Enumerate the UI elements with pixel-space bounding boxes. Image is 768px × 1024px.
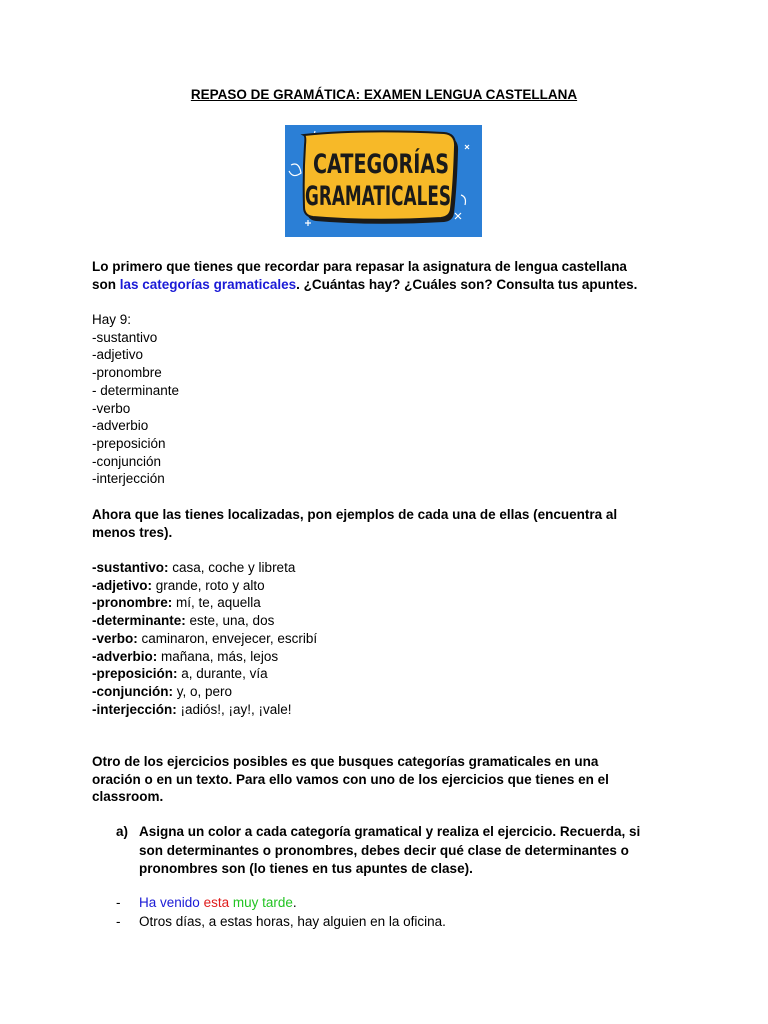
task-a-text	[139, 823, 674, 879]
intro-text-start: son	[92, 276, 120, 292]
example-label: -verbo:	[92, 630, 138, 646]
category-item: -conjunción	[92, 453, 162, 469]
category-item: -adjetivo	[92, 347, 144, 363]
example-label: -adjetivo:	[92, 577, 153, 593]
sentence-adverb: muy tarde	[232, 895, 293, 910]
example-label: -interjección:	[92, 701, 177, 717]
intro-paragraph	[92, 258, 682, 293]
example-value: a, durante, vía	[177, 666, 268, 682]
document-title: REPASO DE GRAMÁTICA: EXAMEN LENGUA CASTELLANA	[190, 87, 578, 102]
category-item: -verbo	[92, 400, 131, 416]
task-a-line-1: Asigna un color a cada categoría gramatical y realiza el ejercicio. Recuerda, si	[139, 824, 641, 839]
example-row	[92, 630, 682, 648]
category-item: -preposición	[92, 435, 166, 451]
task-a-marker: a)	[116, 824, 129, 839]
intro-line-1: Lo primero que tienes que recordar para repasar la asignatura de lengua castellana	[92, 259, 627, 274]
category-item: -interjección	[92, 471, 165, 487]
exercise-intro-line-2: oración o en un texto. Para ello vamos con uno de los ejercicios que tienes en el	[92, 771, 609, 787]
examples-prompt	[92, 506, 682, 541]
intro-line-2	[92, 276, 682, 294]
example-value: casa, coche y libreta	[168, 560, 296, 575]
category-item: -sustantivo	[92, 329, 158, 345]
exercise-intro-line-1: Otro de los ejercicios posibles es que busques categorías gramaticales en una	[92, 754, 599, 769]
sentence-2: Otros días, a estas horas, hay alguien en la oficina.	[139, 914, 446, 929]
banner-line-1: CATEGORÍAS	[313, 149, 505, 180]
example-row	[92, 683, 682, 701]
intro-text-end: . ¿Cuántas hay? ¿Cuáles son? Consulta tus apuntes.	[296, 276, 638, 292]
example-row	[92, 594, 682, 612]
example-label: -adverbio:	[92, 648, 158, 664]
dash-bullet: -	[116, 914, 121, 929]
example-value: y, o, pero	[173, 683, 233, 699]
example-label: -conjunción:	[92, 683, 173, 699]
examples-prompt-line-1: Ahora que las tienes localizadas, pon ejemplos de cada una de ellas (encuentra al	[92, 507, 618, 522]
sentence-1	[139, 894, 297, 913]
sentence-verb: Ha venido	[139, 895, 200, 910]
example-row	[92, 701, 682, 719]
example-row	[92, 665, 682, 683]
example-label: -sustantivo:	[92, 560, 169, 575]
example-value: este, una, dos	[185, 613, 275, 629]
banner-line-2: GRAMATICALES	[305, 181, 451, 212]
example-label: -pronombre:	[92, 595, 173, 611]
example-value: grande, roto y alto	[152, 577, 265, 593]
examples-prompt-line-2: menos tres).	[92, 524, 173, 540]
category-item: - determinante	[92, 382, 180, 398]
examples-list	[92, 559, 682, 718]
example-label: -preposición:	[92, 666, 178, 682]
categories-list	[92, 311, 682, 488]
categorias-link[interactable]: las categorías gramaticales	[119, 276, 297, 292]
task-a-line-2: son determinantes o pronombres, debes decir qué clase de determinantes o	[139, 842, 629, 858]
category-item: -adverbio	[92, 418, 149, 434]
example-row	[92, 612, 682, 630]
banner-graphic	[285, 125, 505, 237]
example-value: caminaron, envejecer, escribí	[137, 630, 318, 646]
example-row	[92, 648, 682, 666]
category-item: -pronombre	[92, 365, 162, 381]
dash-bullet: -	[116, 895, 121, 910]
banner-image	[285, 125, 505, 237]
task-a-line-3: pronombres son (lo tienes en tus apuntes de clase).	[139, 861, 473, 876]
example-value: mañana, más, lejos	[157, 648, 279, 664]
exercise-intro	[92, 753, 682, 806]
example-value: mí, te, aquella	[172, 595, 261, 611]
sentence-determiner: esta	[203, 895, 230, 910]
sentence-period: .	[292, 895, 297, 910]
example-row	[92, 577, 682, 595]
categories-heading: Hay 9:	[92, 312, 132, 327]
example-row	[92, 559, 682, 577]
exercise-intro-line-3: classroom.	[92, 789, 164, 805]
example-label: -determinante:	[92, 613, 186, 629]
example-value: ¡adiós!, ¡ay!, ¡vale!	[176, 701, 292, 717]
